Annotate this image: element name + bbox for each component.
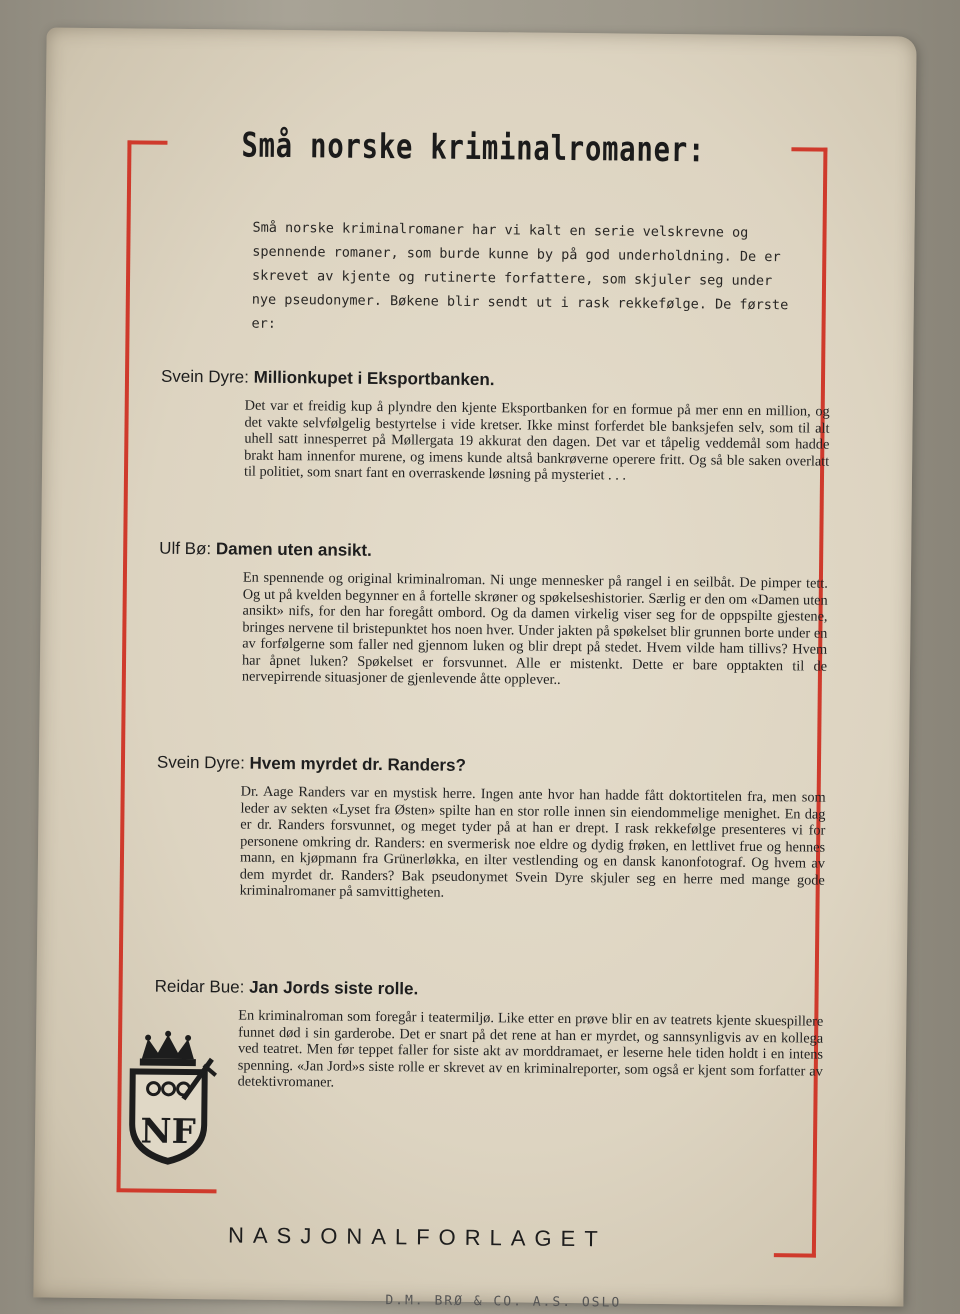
book-title: Millionkupet i Eksportbanken.	[253, 367, 495, 390]
book-description: Det var et freidig kup å plyndre den kjente Eksportbanken for en formue på mer enn en million, og det vakte selvfølgelig bestyrtelse i vide kretser. Ikke minst forferdet ble banksjefen selv, som til alt uhell satt innesperret på Møllergata 19 akkurat den dagen. Det var et tåpelig veddemål som hadde brakt ham innenfor murene, og imens kunde altså bankrøverne operere fritt. Og så ble saken overlatt til politiet, som snart fant en overraskende løsning på mysteriet . . .	[243, 397, 830, 484]
book-heading	[155, 977, 835, 1004]
book-heading	[157, 753, 837, 780]
printer-footer: D.M. BRØ & CO. A.S. OSLO	[385, 1293, 622, 1311]
book-title: Hvem myrdet dr. Randers?	[249, 753, 467, 775]
book-author: Ulf Bø:	[159, 538, 212, 559]
book-description: En spennende og original kriminalroman. Ni unge mennesker på rangel i en seilbåt. De pimper tett. Og ut på kvelden begynner en å fortelle skrøner og spøkelseshistorier. Særlig er den om «Damen uten ansikt» nifs, for den har foregått ombord. Og da damen virkelig viser seg for de oppspilte gjestene, bringes nervene til bristepunktet hos noen hver. Under jakten på spøkelset blir grunnen borte under en av forfølgerne som faller ned gjennom luken og blir drept på stedet. Hvem vilde ham tillivs? Hvem har åpnet luken? Spøkelset er forsvunnet. Alle er mistenkt. Dette er bare opptakten til de nervepirrende situasjoner de gjenlevende åtte opplever..	[241, 569, 828, 688]
book-entry-4	[154, 977, 835, 1097]
nf-crown-emblem-icon	[111, 1028, 232, 1169]
publisher-name: NASJONALFORLAGET	[227, 1222, 607, 1252]
book-description: Dr. Aage Randers var en mystisk herre. Ingen ante hvor han hadde fått doktortitelen fra, men som leder av sekten «Lyset fra Østen» spilte han en stor rolle innen sin eiendommelige menighet. En dag er dr. Randers forsvunnet, og meget tyder på at han er drept. I rask rekkefølge presenteres vi for personene omkring dr. Randers: en svermerisk noe eldre og dydig frøken, en lettlivet frue og hennes mann, en kjøpmann fra Grünerløkka, en ilter vestlending og en dansk kanonfotograf. Og hvem av dem myrdet dr. Randers? Bak pseudonymet Svein Dyre skjuler seg en herre med mange gode kriminalromaner på samvittigheten.	[239, 783, 826, 901]
book-author: Reidar Bue:	[154, 976, 245, 997]
series-heading: Små norske kriminalromaner:	[241, 125, 706, 171]
red-frame-right-top	[791, 147, 827, 151]
book-author: Svein Dyre:	[160, 366, 249, 387]
red-frame-bottom-left	[116, 1188, 216, 1193]
book-description: En kriminalroman som foregår i teatermiljø. Like etter en prøve blir en av teatrets kjente skuespillere funnet død i sin garderobe. Det er snart på det rene at han er myrdet, og sannsynligvis av en kollega ved teatret. Men før teppet faller for siste akt av morddramaet, er leserne hele tiden holdt i en intens spenning. «Jan Jord»s siste rolle er skrevet av en kriminalreporter, som også er kjent som forfatter av detektivromaner.	[237, 1007, 824, 1091]
series-intro: Små norske kriminalromaner har vi kalt en serie velskrevne og spennende romaner, som burde kunne by på god underholdning. De er skrevet av kjente og rutinerte forfattere, som skjuler seg under nye pseudonymer. Bøkene blir sendt ut i rask rekkefølge. De første er:	[251, 219, 789, 332]
book-entry-1	[160, 367, 841, 487]
book-author: Svein Dyre:	[156, 752, 245, 773]
book-back-cover	[33, 27, 916, 1311]
book-title: Damen uten ansikt.	[215, 539, 372, 560]
book-heading	[159, 539, 839, 566]
book-title: Jan Jords siste rolle.	[249, 977, 419, 999]
book-entry-3	[156, 753, 837, 906]
red-frame-left-top	[127, 140, 167, 144]
book-entry-2	[158, 539, 839, 692]
emblem-letters: NF	[140, 1111, 196, 1153]
book-heading	[161, 367, 841, 394]
